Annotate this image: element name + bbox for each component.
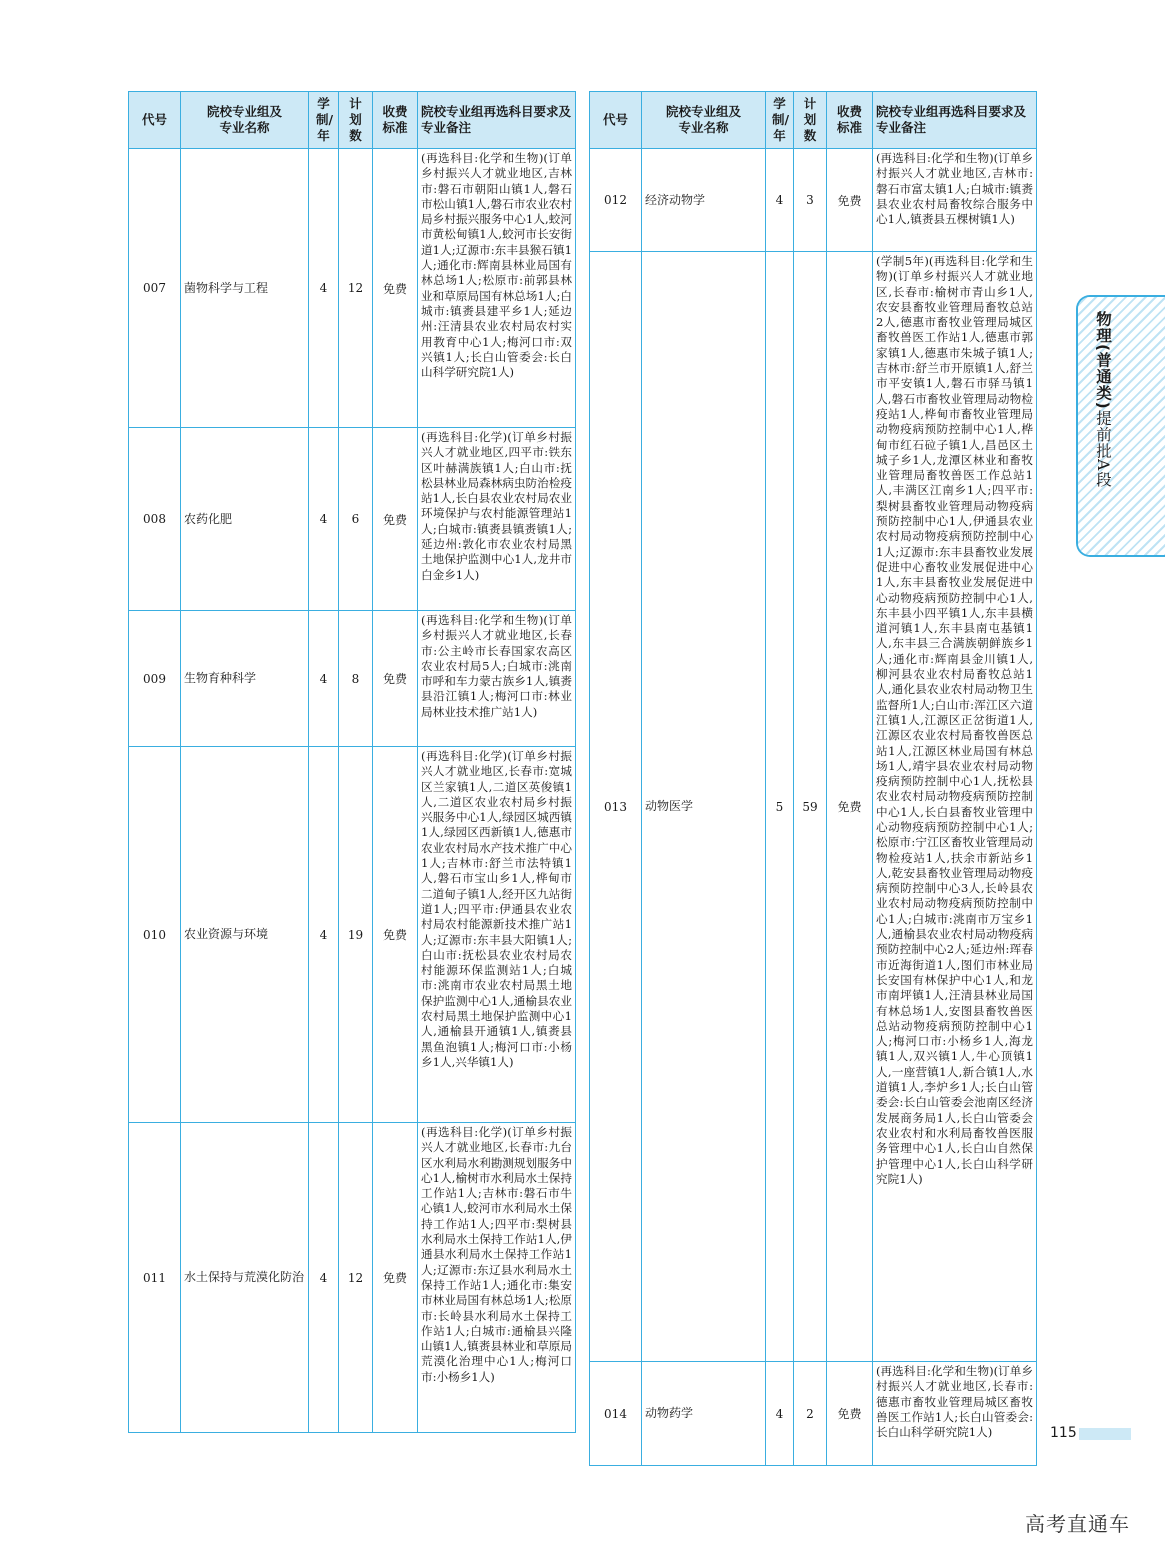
row-code: 011 <box>129 1123 181 1433</box>
table-row <box>129 149 576 428</box>
row-years: 4 <box>309 149 339 428</box>
row-fee: 免费 <box>827 1362 873 1466</box>
row-note: (再选科目:化学和生物)(订单乡村振兴人才就业地区,吉林市:磐石市富太镇1人;白城市:镇赉县农业农村局畜牧综合服务中心1人,镇赉县五棵树镇1人) <box>873 149 1037 252</box>
right-header-row <box>590 92 1037 149</box>
header-plan: 计划数 <box>794 92 827 149</box>
row-years: 4 <box>766 1362 794 1466</box>
row-major-name: 水土保持与荒漠化防治 <box>181 1123 309 1433</box>
row-major-name: 农药化肥 <box>181 428 309 611</box>
row-years: 4 <box>309 611 339 747</box>
row-plan: 59 <box>794 252 827 1362</box>
row-fee: 免费 <box>827 149 873 252</box>
side-tab-category: 物理 <box>1094 311 1112 344</box>
header-plan: 计划数 <box>339 92 373 149</box>
row-code: 009 <box>129 611 181 747</box>
table-row <box>129 1123 576 1433</box>
watermark: 高考直通车 <box>1025 1512 1130 1536</box>
right-table <box>589 91 1037 1466</box>
row-plan: 2 <box>794 1362 827 1466</box>
header-fee: 收费标准 <box>827 92 873 149</box>
table-row <box>590 252 1037 1362</box>
row-fee: 免费 <box>373 747 418 1123</box>
table-row <box>129 428 576 611</box>
row-fee: 免费 <box>373 428 418 611</box>
side-tab-group: (普通类) <box>1094 344 1112 410</box>
row-code: 012 <box>590 149 642 252</box>
row-note: (再选科目:化学和生物)(订单乡村振兴人才就业地区,长春市:公主岭市长春国家农高区农业农村局5人;白城市:洮南市呼和车力蒙古族乡1人,镇赉县沿江镇1人;梅河口市:林业局林业技术推广站1人) <box>418 611 576 747</box>
left-header-row <box>129 92 576 149</box>
header-years: 学制/年 <box>766 92 794 149</box>
row-major-name: 动物药学 <box>642 1362 766 1466</box>
row-note: (学制5年)(再选科目:化学和生物)(订单乡村振兴人才就业地区,长春市:榆树市青山乡1人,农安县畜牧业管理局畜牧总站2人,德惠市畜牧业管理局城区畜牧兽医工作站1人,德惠市郭家镇1人,德惠市朱城子镇1人;吉林市:舒兰市开原镇1人,舒兰市平安镇1人,磐石市驿马镇1人,磐石市畜牧业管理局动物检疫站1人,桦甸市畜牧业管理局动物疫病预防控制中心1人,桦甸市红石砬子镇1人,昌邑区土城子乡1人,龙潭区林业和畜牧业管理局畜牧兽医工作总站1人,丰满区江南乡1人;四平市:梨树县畜牧业管理局动物疫病预防控制中心1人,伊通县农业农村局动物疫病预防控制中心1人;辽源市:东丰县畜牧业发展促进中心畜牧业发展促进中心1人,东丰县畜牧业发展促进中心动物疫病预防控制中心1人,东丰县小四平镇1人,东丰县横道河镇1人,东丰县南屯基镇1人,东丰县三合满族朝鲜族乡1人;通化市:辉南县金川镇1人,柳河县农业农村局畜牧总站1人,通化县农业农村局动物卫生监督所1人;白山市:浑江区六道江镇1人,江源区正岔街道1人,江源区农业农村局畜牧兽医总站1人,江源区林业局国有林总场1人,靖宇县农业农村局动物疫病预防控制中心1人,抚松县农业农村局动物疫病预防控制中心1人,长白县畜牧业管理中心动物疫病预防控制中心1人;松原市:宁江区畜牧业管理局动物检疫站1人,扶余市新站乡1人,乾安县畜牧业管理局动物疫病预防控制中心3人,长岭县农业农村局动物疫病预防控制中心1人;白城市:洮南市万宝乡1人,通榆县农业农村局动物疫病预防控制中心2人;延边州:珲春市近海街道1人,图们市林业局长安国有林保护中心1人,和龙市南坪镇1人,汪清县林业局国有林总场1人,安图县畜牧兽医总站动物疫病预防控制中心1人;梅河口市:小杨乡1人,海龙镇1人,双兴镇1人,牛心顶镇1人,一座营镇1人,新合镇1人,水道镇1人,李炉乡1人;长白山管委会:长白山管委会池南区经济发展商务局1人,长白山管委会农业农村和水利局畜牧兽医服务管理中心1人,长白山自然保护管理中心1人,长白山科学研究院1人) <box>873 252 1037 1362</box>
row-fee: 免费 <box>373 149 418 428</box>
row-years: 4 <box>309 1123 339 1433</box>
header-code: 代号 <box>129 92 181 149</box>
section-side-tab <box>1076 295 1165 557</box>
page-number: 115 <box>1050 1425 1077 1441</box>
row-major-name: 生物育种科学 <box>181 611 309 747</box>
row-note: (再选科目:化学)(订单乡村振兴人才就业地区,长春市:宽城区兰家镇1人,二道区英俊镇1人,二道区农业农村局乡村振兴服务中心1人,绿园区城西镇1人,绿园区西新镇1人,德惠市农业农村局水产技术推广中心1人;吉林市:舒兰市法特镇1人,磐石市宝山乡1人,桦甸市二道甸子镇1人,经开区九站街道1人;四平市:伊通县农业农村局农村能源新技术推广站1人;辽源市:东丰县大阳镇1人;白山市:抚松县农业农村局农村能源环保监测站1人;白城市:洮南市农业农村局黑土地保护监测中心1人,通榆县农业农村局黑土地保护监测中心1人,通榆县开通镇1人,镇赉县黑鱼泡镇1人;梅河口市:小杨乡1人,兴华镇1人) <box>418 747 576 1123</box>
row-plan: 6 <box>339 428 373 611</box>
row-years: 4 <box>309 747 339 1123</box>
header-major: 院校专业组及专业名称 <box>181 92 309 149</box>
table-row <box>590 149 1037 252</box>
row-fee: 免费 <box>827 252 873 1362</box>
side-tab-batch: 提前批A段 <box>1094 409 1112 488</box>
header-code: 代号 <box>590 92 642 149</box>
table-row <box>129 611 576 747</box>
row-code: 007 <box>129 149 181 428</box>
row-major-name: 动物医学 <box>642 252 766 1362</box>
row-plan: 12 <box>339 1123 373 1433</box>
row-plan: 12 <box>339 149 373 428</box>
header-note: 院校专业组再选科目要求及专业备注 <box>873 92 1037 149</box>
row-code: 010 <box>129 747 181 1123</box>
row-code: 014 <box>590 1362 642 1466</box>
row-note: (再选科目:化学)(订单乡村振兴人才就业地区,四平市:铁东区叶赫满族镇1人;白山市:抚松县林业局森林病虫防治检疫站1人,长白县农业农村局农业环境保护与农村能源管理站1人;白城市:镇赉县镇赉镇1人;延边州:敦化市农业农村局黑土地保护监测中心1人,龙井市白金乡1人) <box>418 428 576 611</box>
page-number-bar <box>1079 1428 1131 1440</box>
header-note: 院校专业组再选科目要求及专业备注 <box>418 92 576 149</box>
row-plan: 3 <box>794 149 827 252</box>
header-years: 学制/年 <box>309 92 339 149</box>
row-note: (再选科目:化学和生物)(订单乡村振兴人才就业地区,吉林市:磐石市朝阳山镇1人,磐石市松山镇1人,磐石市农业农村局乡村振兴服务中心1人,蛟河市黄松甸镇1人,蛟河市长安街道1人;辽源市:东丰县猴石镇1人;通化市:辉南县林业局国有林总场1人;松原市:前郭县林业和草原局国有林总场1人;白城市:镇赉县建平乡1人;延边州:汪清县农业农村局农村实用教育中心1人;梅河口市:双兴镇1人;长白山管委会:长白山科学研究院1人) <box>418 149 576 428</box>
row-major-name: 农业资源与环境 <box>181 747 309 1123</box>
table-row <box>590 1362 1037 1466</box>
row-years: 4 <box>766 149 794 252</box>
row-years: 5 <box>766 252 794 1362</box>
row-years: 4 <box>309 428 339 611</box>
header-major: 院校专业组及专业名称 <box>642 92 766 149</box>
row-code: 013 <box>590 252 642 1362</box>
header-fee: 收费标准 <box>373 92 418 149</box>
table-row <box>129 747 576 1123</box>
row-major-name: 经济动物学 <box>642 149 766 252</box>
row-plan: 8 <box>339 611 373 747</box>
left-table <box>128 91 576 1433</box>
row-plan: 19 <box>339 747 373 1123</box>
row-note: (再选科目:化学和生物)(订单乡村振兴人才就业地区,长春市:德惠市畜牧业管理局城区畜牧兽医工作站1人;长白山管委会:长白山科学研究院1人) <box>873 1362 1037 1466</box>
row-note: (再选科目:化学)(订单乡村振兴人才就业地区,长春市:九台区水利局水利勘测规划服务中心1人,榆树市水利局水土保持工作站1人;吉林市:磐石市牛心镇1人,蛟河市水利局水土保持工作站1人;四平市:梨树县水利局水土保持工作站1人,伊通县水利局水土保持工作站1人;辽源市:东辽县水利局水土保持工作站1人;通化市:集安市林业局国有林总场1人;松原市:长岭县水利局水土保持工作站1人;白城市:通榆县兴隆山镇1人,镇赉县林业和草原局荒漠化治理中心1人;梅河口市:小杨乡1人) <box>418 1123 576 1433</box>
row-major-name: 菌物科学与工程 <box>181 149 309 428</box>
side-tab-label <box>1092 311 1114 488</box>
row-fee: 免费 <box>373 1123 418 1433</box>
row-code: 008 <box>129 428 181 611</box>
row-fee: 免费 <box>373 611 418 747</box>
